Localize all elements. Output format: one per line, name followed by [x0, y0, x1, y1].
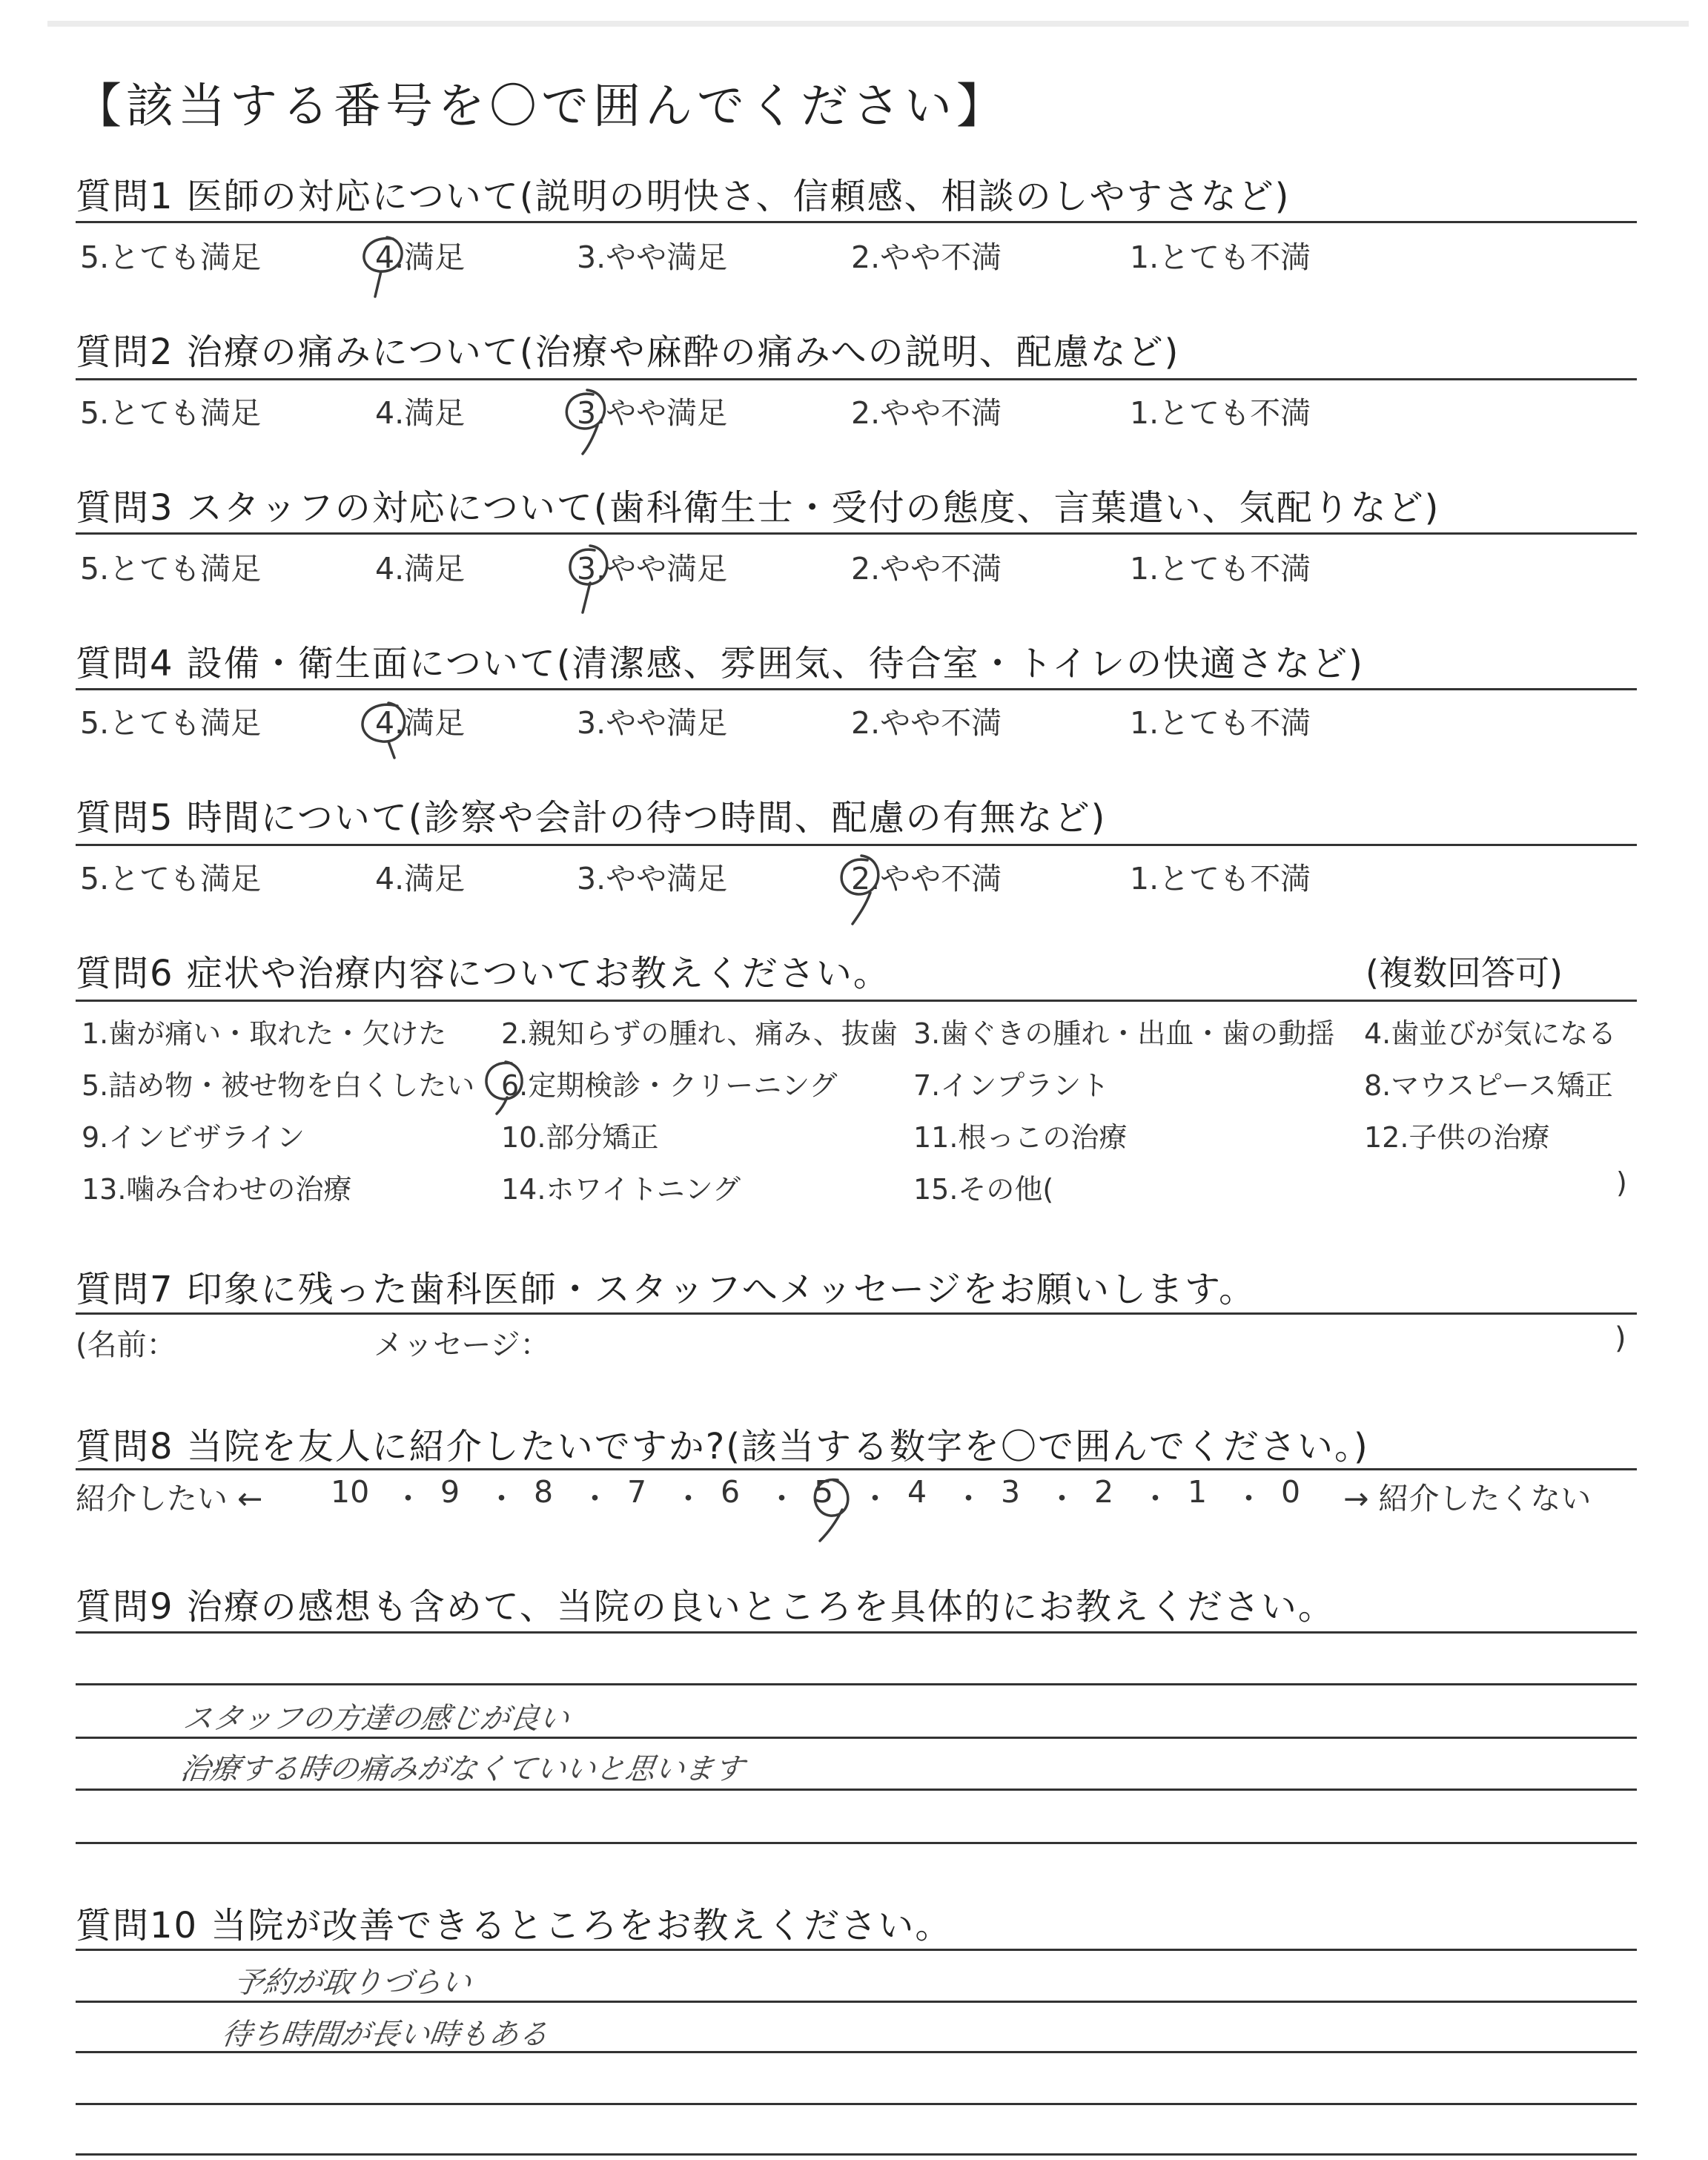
q8-sep: ・ — [953, 1481, 984, 1516]
question-9-heading: 質問9 治療の感想も含めて、当院の良いところを具体的にお教えください。 — [76, 1586, 1335, 1628]
q7-close-paren: ) — [1615, 1321, 1626, 1355]
q8-score-7[interactable]: 7 — [627, 1474, 647, 1510]
question-10-heading: 質問10 当院が改善できるところをお教えください。 — [76, 1905, 953, 1946]
q5-option-1[interactable]: 1.とても不満 — [1130, 861, 1311, 896]
q5-option-4[interactable]: 4.満足 — [375, 861, 466, 896]
q8-score-4[interactable]: 4 — [907, 1474, 927, 1510]
question-8-heading: 質問8 当院を友人に紹介したいですか?(該当する数字を〇で囲んでください。) — [76, 1426, 1369, 1467]
q8-left-label: 紹介したい ← — [76, 1481, 263, 1516]
q8-right-label: → 紹介したくない — [1343, 1481, 1592, 1516]
question-4-heading: 質問4 設備・衛生面について(清潔感、雰囲気、待合室・トイレの快適さなど) — [76, 643, 1364, 684]
q8-sep: ・ — [393, 1481, 423, 1516]
q3-option-2[interactable]: 2.やや不満 — [851, 551, 1002, 587]
q4-option-1[interactable]: 1.とても不満 — [1130, 705, 1311, 741]
q4-option-5[interactable]: 5.とても満足 — [80, 705, 262, 741]
q5-option-5[interactable]: 5.とても満足 — [80, 861, 262, 896]
q3-option-3[interactable]: 3.やや満足 — [577, 551, 728, 587]
question-7-heading: 質問7 印象に残った歯科医師・スタッフへメッセージをお願いします。 — [76, 1269, 1257, 1310]
q3-option-4[interactable]: 4.満足 — [375, 551, 466, 587]
q7-name-label: (名前： — [76, 1328, 176, 1362]
q2-option-4[interactable]: 4.満足 — [375, 395, 466, 431]
q2-option-2[interactable]: 2.やや不満 — [851, 395, 1002, 431]
question-1-heading: 質問1 医師の対応について(説明の明快さ、信頼感、相談のしやすさなど) — [76, 176, 1291, 217]
q6-option-15[interactable]: 15.その他( — [913, 1173, 1054, 1206]
q8-score-0[interactable]: 0 — [1281, 1474, 1301, 1510]
q4-option-3[interactable]: 3.やや満足 — [577, 705, 728, 741]
q6-option-8[interactable]: 8.マウスピース矯正 — [1364, 1069, 1613, 1102]
q6-option-9[interactable]: 9.インビザライン — [82, 1121, 305, 1154]
q2-option-1[interactable]: 1.とても不満 — [1130, 395, 1311, 431]
q8-score-3[interactable]: 3 — [1001, 1474, 1021, 1510]
q8-sep: ・ — [486, 1481, 517, 1516]
question-3-heading: 質問3 スタッフの対応について(歯科衛生士・受付の態度、言葉遣い、気配りなど) — [76, 487, 1440, 529]
q1-option-1[interactable]: 1.とても不満 — [1130, 240, 1311, 275]
q6-option-11[interactable]: 11.根っこの治療 — [913, 1121, 1128, 1154]
q8-score-9[interactable]: 9 — [440, 1474, 460, 1510]
q8-sep: ・ — [1140, 1481, 1171, 1516]
q6-option-13[interactable]: 13.噛み合わせの治療 — [82, 1173, 352, 1206]
q8-sep: ・ — [1047, 1481, 1077, 1516]
question-2-heading: 質問2 治療の痛みについて(治療や麻酔の痛みへの説明、配慮など) — [76, 331, 1180, 373]
page-title: 【該当する番号を〇で囲んでください】 — [74, 79, 1008, 134]
q6-option-1[interactable]: 1.歯が痛い・取れた・欠けた — [82, 1017, 447, 1050]
q6-option-4[interactable]: 4.歯並びが気になる — [1364, 1017, 1617, 1050]
q8-sep: ・ — [673, 1481, 704, 1516]
q5-option-3[interactable]: 3.やや満足 — [577, 861, 728, 896]
q1-option-2[interactable]: 2.やや不満 — [851, 240, 1002, 275]
q3-selection-circle — [570, 546, 607, 612]
q8-score-6[interactable]: 6 — [721, 1474, 741, 1510]
q8-score-8[interactable]: 8 — [534, 1474, 554, 1510]
q2-selection-circle — [566, 390, 604, 454]
q5-selection-circle — [841, 856, 878, 924]
q4-option-4[interactable]: 4.満足 — [375, 705, 466, 741]
question-6-heading: 質問6 症状や治療内容についてお教えください。 — [76, 953, 890, 994]
q6-option-5[interactable]: 5.詰め物・被せ物を白くしたい — [82, 1069, 475, 1102]
q8-score-10[interactable]: 10 — [331, 1474, 370, 1510]
q1-option-5[interactable]: 5.とても満足 — [80, 240, 262, 275]
q2-option-3[interactable]: 3.やや満足 — [577, 395, 728, 431]
q5-option-2[interactable]: 2.やや不満 — [851, 861, 1002, 896]
q6-selection-circle — [486, 1062, 522, 1114]
q1-option-3[interactable]: 3.やや満足 — [577, 240, 728, 275]
q4-option-2[interactable]: 2.やや不満 — [851, 705, 1002, 741]
q1-selection-circle — [364, 237, 402, 297]
question-6-note: (複数回答可) — [1366, 953, 1563, 993]
q8-score-5[interactable]: 5 — [814, 1474, 834, 1510]
question-5-heading: 質問5 時間について(診察や会計の待つ時間、配慮の有無など) — [76, 797, 1107, 839]
q9-answer-line-1: スタッフの方達の感じが良い — [181, 1702, 572, 1736]
q10-answer-line-1: 予約が取りづらい — [231, 1966, 474, 2000]
q8-sep: ・ — [580, 1481, 610, 1516]
q10-answer-line-2: 待ち時間が長い時もある — [219, 2018, 551, 2052]
q1-option-4[interactable]: 4.満足 — [375, 240, 466, 275]
q8-selection-circle — [815, 1480, 848, 1541]
q8-sep: ・ — [860, 1481, 890, 1516]
q7-message-label: メッセージ： — [374, 1328, 550, 1362]
q6-option-2[interactable]: 2.親知らずの腫れ、痛み、抜歯 — [501, 1017, 898, 1050]
q6-option-3[interactable]: 3.歯ぐきの腫れ・出血・歯の動揺 — [913, 1017, 1335, 1050]
q8-sep: ・ — [767, 1481, 797, 1516]
q9-answer-line-2: 治療する時の痛みがなくていいと思います — [178, 1752, 747, 1786]
q6-option-7[interactable]: 7.インプラント — [913, 1069, 1110, 1102]
q8-score-2[interactable]: 2 — [1094, 1474, 1114, 1510]
q4-selection-circle — [363, 703, 405, 758]
q6-other-close-paren: ) — [1616, 1166, 1627, 1199]
q6-option-12[interactable]: 12.子供の治療 — [1364, 1121, 1550, 1154]
q8-score-1[interactable]: 1 — [1188, 1474, 1208, 1510]
q6-option-6[interactable]: 6.定期検診・クリーニング — [501, 1069, 838, 1102]
q3-option-1[interactable]: 1.とても不満 — [1130, 551, 1311, 587]
q3-option-5[interactable]: 5.とても満足 — [80, 551, 262, 587]
q6-option-10[interactable]: 10.部分矯正 — [501, 1121, 659, 1154]
q6-option-14[interactable]: 14.ホワイトニング — [501, 1173, 741, 1206]
q8-sep: ・ — [1234, 1481, 1264, 1516]
q2-option-5[interactable]: 5.とても満足 — [80, 395, 262, 431]
